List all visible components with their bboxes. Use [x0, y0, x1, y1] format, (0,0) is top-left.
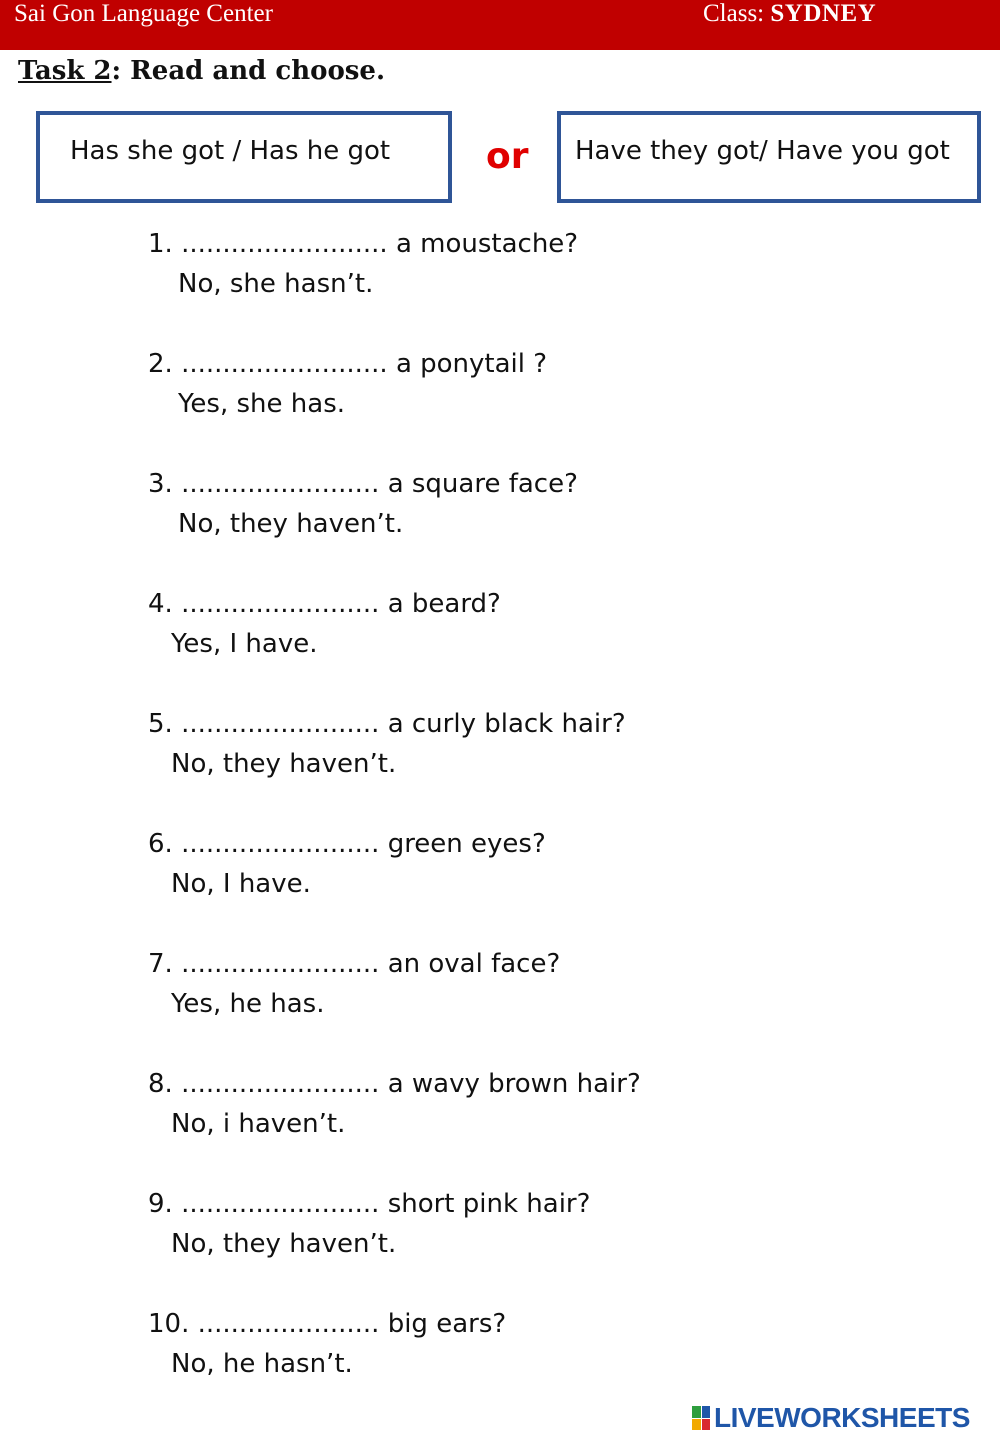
- question-text[interactable]: 8. ........................ a wavy brown hair?: [148, 1069, 641, 1099]
- question-item: [0, 349, 1000, 439]
- question-item: [0, 1309, 1000, 1399]
- liveworksheets-logo[interactable]: [692, 1402, 970, 1434]
- question-text[interactable]: 10. ...................... big ears?: [148, 1309, 507, 1339]
- class-name: SYDNEY: [770, 0, 877, 27]
- center-name: Sai Gon Language Center: [14, 0, 273, 27]
- task-label: Task 2: [18, 56, 112, 86]
- answer-text: No, they haven’t.: [178, 509, 404, 539]
- question-item: [0, 949, 1000, 1039]
- option-left-text: Has she got / Has he got: [70, 136, 391, 166]
- answer-text: Yes, she has.: [178, 389, 346, 419]
- answer-text: Yes, I have.: [171, 629, 318, 659]
- question-text[interactable]: 5. ........................ a curly black hair?: [148, 709, 626, 739]
- logo-text: LIVEWORKSHEETS: [714, 1402, 970, 1433]
- question-text[interactable]: 7. ........................ an oval face?: [148, 949, 561, 979]
- question-item: [0, 469, 1000, 559]
- question-item: [0, 829, 1000, 919]
- answer-text: Yes, he has.: [171, 989, 325, 1019]
- question-text[interactable]: 1. ......................... a moustache?: [148, 229, 579, 259]
- class-info: [703, 0, 876, 28]
- answer-text: No, he hasn’t.: [171, 1349, 353, 1379]
- answer-text: No, they haven’t.: [171, 749, 397, 779]
- option-box-left: [36, 111, 452, 203]
- task-instruction: : Read and choose.: [111, 56, 386, 86]
- answer-text: No, she hasn’t.: [178, 269, 374, 299]
- question-text[interactable]: 6. ........................ green eyes?: [148, 829, 546, 859]
- option-right-text: Have they got/ Have you got: [575, 136, 950, 166]
- question-text[interactable]: 2. ......................... a ponytail ?: [148, 349, 548, 379]
- answer-text: No, i haven’t.: [171, 1109, 346, 1139]
- question-text[interactable]: 3. ........................ a square face?: [148, 469, 578, 499]
- question-item: [0, 709, 1000, 799]
- liveworksheets-logo-icon: [692, 1406, 710, 1430]
- question-text[interactable]: 4. ........................ a beard?: [148, 589, 501, 619]
- question-item: [0, 1189, 1000, 1279]
- header-bar: [0, 0, 1000, 50]
- question-item: [0, 1069, 1000, 1159]
- question-text[interactable]: 9. ........................ short pink hair?: [148, 1189, 591, 1219]
- or-separator: or: [486, 136, 529, 177]
- option-box-right: [557, 111, 981, 203]
- answer-text: No, I have.: [171, 869, 311, 899]
- class-label: Class:: [703, 0, 765, 27]
- answer-text: No, they haven’t.: [171, 1229, 397, 1259]
- question-item: [0, 229, 1000, 319]
- question-item: [0, 589, 1000, 679]
- task-title: [18, 56, 385, 86]
